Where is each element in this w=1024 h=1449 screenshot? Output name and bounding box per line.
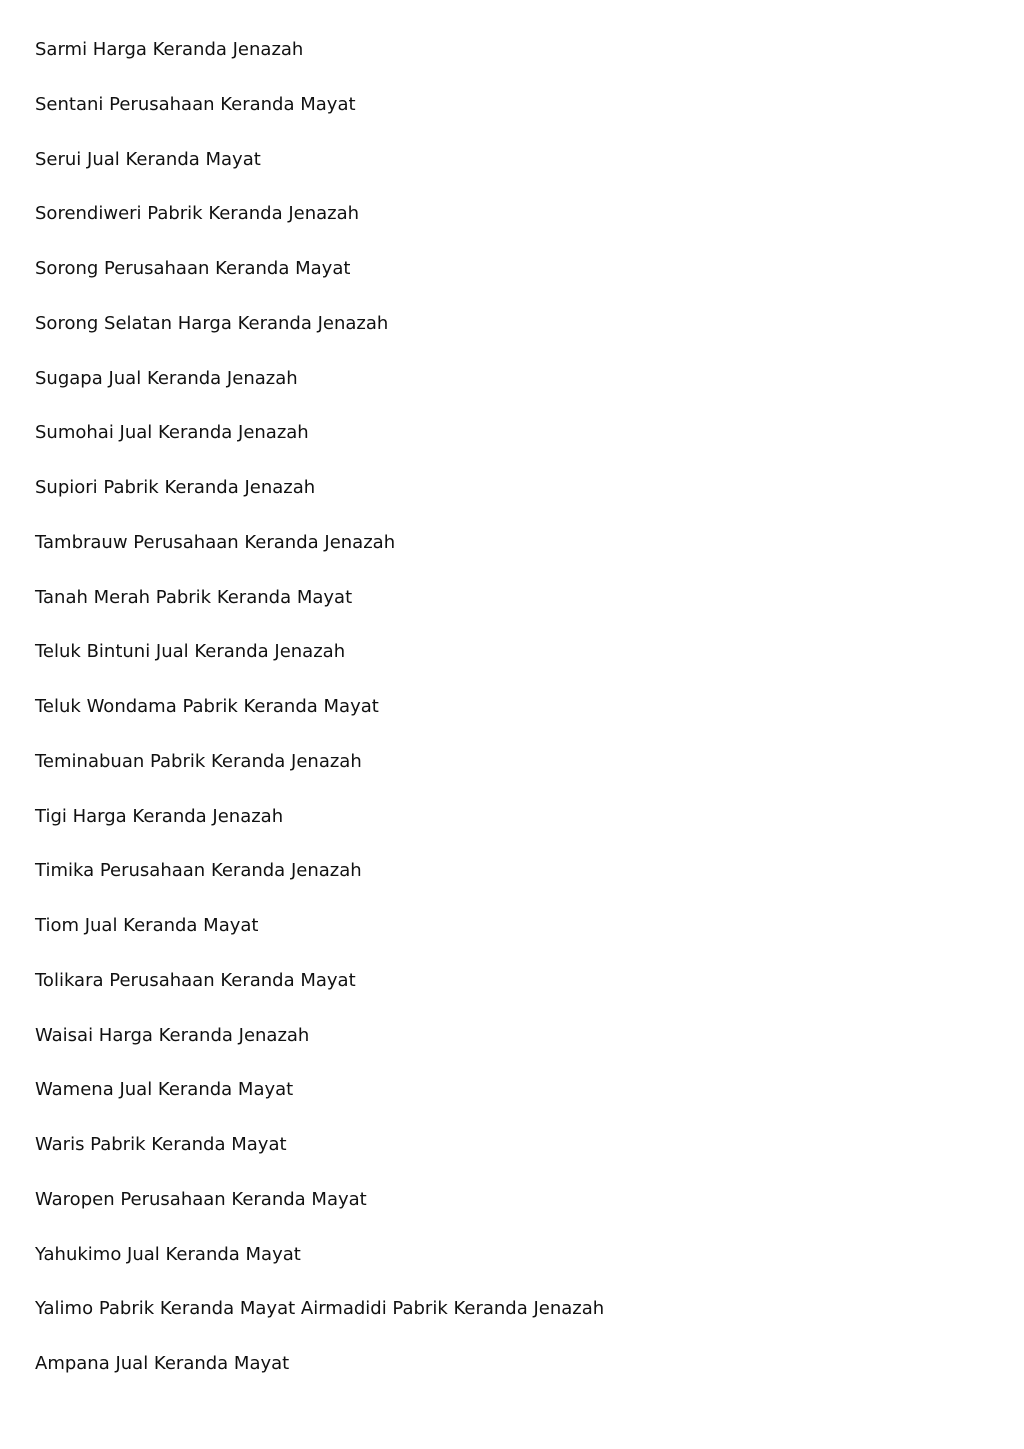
list-item: Sorendiweri Pabrik Keranda Jenazah [35, 203, 360, 225]
list-item: Sarmi Harga Keranda Jenazah [35, 39, 304, 60]
list-item: Serui Jual Keranda Mayat [35, 148, 261, 170]
list-item: Sorong Selatan Harga Keranda Jenazah [35, 312, 389, 334]
list-item: Waris Pabrik Keranda Mayat [35, 1134, 287, 1155]
list-item: Sentani Perusahaan Keranda Mayat [35, 93, 356, 115]
list-item: Ampana Jual Keranda Mayat [35, 1353, 290, 1374]
list-item: Tigi Harga Keranda Jenazah [35, 805, 284, 827]
list-item: Tambrauw Perusahaan Keranda Jenazah [35, 531, 396, 553]
list-item: Sugapa Jual Keranda Jenazah [35, 367, 298, 389]
list-item: Timika Perusahaan Keranda Jenazah [35, 860, 362, 882]
list-item: Yalimo Pabrik Keranda Mayat Airmadidi Pabrik Keranda Jenazah [35, 1298, 605, 1320]
list-item: Sorong Perusahaan Keranda Mayat [35, 258, 351, 279]
list-item: Teluk Wondama Pabrik Keranda Mayat [35, 696, 379, 717]
list-item: Tiom Jual Keranda Mayat [35, 915, 259, 936]
list-item: Tanah Merah Pabrik Keranda Mayat [35, 586, 353, 608]
list-item: Teminabuan Pabrik Keranda Jenazah [35, 750, 362, 772]
list-item: Wamena Jual Keranda Mayat [35, 1079, 294, 1101]
list-item: Sumohai Jual Keranda Jenazah [35, 422, 309, 444]
list-item: Waropen Perusahaan Keranda Mayat [35, 1188, 367, 1210]
list-item: Waisai Harga Keranda Jenazah [35, 1024, 310, 1046]
location-list [35, 36, 604, 1405]
list-item: Supiori Pabrik Keranda Jenazah [35, 477, 316, 498]
list-item: Tolikara Perusahaan Keranda Mayat [35, 969, 356, 991]
list-item: Yahukimo Jual Keranda Mayat [35, 1243, 301, 1265]
list-item: Teluk Bintuni Jual Keranda Jenazah [35, 641, 346, 663]
